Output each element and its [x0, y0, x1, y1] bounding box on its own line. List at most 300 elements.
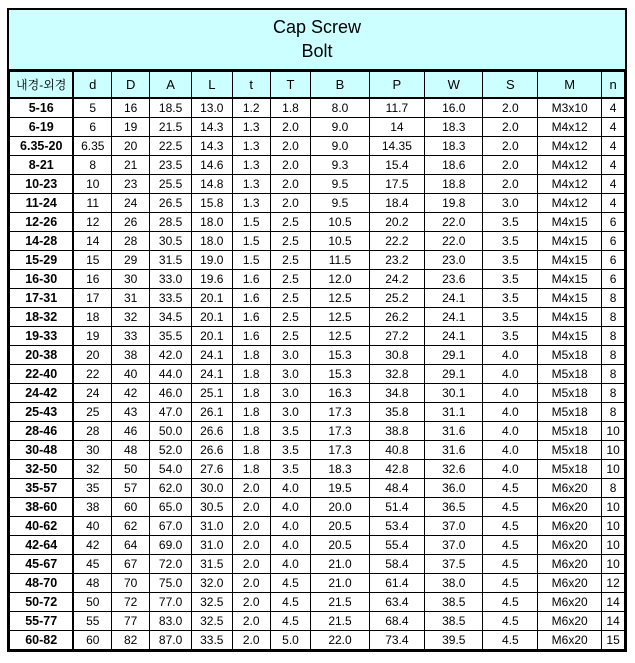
- cell: 72.0: [150, 555, 192, 574]
- column-header-W: W: [425, 72, 483, 99]
- cell: 12.5: [311, 327, 369, 346]
- cell: 22.5: [150, 137, 192, 156]
- cell: 25.5: [150, 175, 192, 194]
- cell: 2.0: [483, 137, 538, 156]
- cell: 32: [112, 308, 150, 327]
- cell: 48: [73, 574, 111, 593]
- cell: 38.5: [425, 593, 483, 612]
- cell: 40: [112, 365, 150, 384]
- cell: 21: [112, 156, 150, 175]
- cell: 18.4: [369, 194, 424, 213]
- cell: 25.1: [192, 384, 233, 403]
- cell: 10: [602, 517, 625, 536]
- cell: 18.0: [192, 232, 233, 251]
- cell: 1.8: [232, 403, 270, 422]
- cell: 17.5: [369, 175, 424, 194]
- cell: 82: [112, 631, 150, 650]
- cell: 1.8: [232, 422, 270, 441]
- cell: 37.0: [425, 517, 483, 536]
- cell: 32.6: [425, 460, 483, 479]
- cell: 9.5: [311, 175, 369, 194]
- cell: 1.5: [232, 251, 270, 270]
- row-label: 12-26: [10, 213, 74, 232]
- cell: 1.8: [232, 441, 270, 460]
- cell: 31.6: [425, 422, 483, 441]
- cell: 2.0: [232, 631, 270, 650]
- cell: 69.0: [150, 536, 192, 555]
- cell: 17.3: [311, 422, 369, 441]
- cell: 18.0: [192, 213, 233, 232]
- cell: 16: [73, 270, 111, 289]
- cell: 61.4: [369, 574, 424, 593]
- cell: 15.3: [311, 346, 369, 365]
- cell: 2.0: [232, 612, 270, 631]
- cell: 48.4: [369, 479, 424, 498]
- cell: 67.0: [150, 517, 192, 536]
- table-row: [10, 270, 625, 289]
- cell: 24.1: [192, 346, 233, 365]
- cell: 14.3: [192, 137, 233, 156]
- table-row: [10, 327, 625, 346]
- table-row: [10, 574, 625, 593]
- cell: 22.0: [425, 232, 483, 251]
- cell: 13.0: [192, 98, 233, 118]
- row-label: 32-50: [10, 460, 74, 479]
- cell: 1.3: [232, 194, 270, 213]
- cell: 40.8: [369, 441, 424, 460]
- column-header-d: d: [73, 72, 111, 99]
- cell: M4x12: [538, 118, 602, 137]
- cell: 30: [73, 441, 111, 460]
- cell: 20: [112, 137, 150, 156]
- cell: 10.5: [311, 232, 369, 251]
- row-label: 5-16: [10, 98, 74, 118]
- cell: 32.5: [192, 612, 233, 631]
- cell: 30: [112, 270, 150, 289]
- cell: 30.1: [425, 384, 483, 403]
- cell: 12: [73, 213, 111, 232]
- cell: 4: [602, 118, 625, 137]
- header-row: [10, 72, 625, 99]
- cell: 30.0: [192, 479, 233, 498]
- cell: 26: [112, 213, 150, 232]
- cell: 8: [602, 479, 625, 498]
- cell: 3.5: [483, 308, 538, 327]
- cell: 22.2: [369, 232, 424, 251]
- table-row: [10, 612, 625, 631]
- cell: 48: [112, 441, 150, 460]
- cell: 11.5: [311, 251, 369, 270]
- cell: 4.5: [270, 593, 311, 612]
- cell: 4.5: [483, 517, 538, 536]
- cell: 38.8: [369, 422, 424, 441]
- cell: 4.0: [483, 460, 538, 479]
- cell: 20.5: [311, 536, 369, 555]
- cell: 2.0: [232, 574, 270, 593]
- column-header-D: D: [112, 72, 150, 99]
- cell: M5x18: [538, 441, 602, 460]
- cap-screw-bolt-spec-table: [7, 8, 627, 652]
- cell: 12.5: [311, 308, 369, 327]
- cell: M6x20: [538, 555, 602, 574]
- cell: 8: [602, 346, 625, 365]
- cell: 14: [602, 612, 625, 631]
- cell: 4.0: [483, 346, 538, 365]
- cell: 33.5: [192, 631, 233, 650]
- cell: 21.5: [311, 612, 369, 631]
- cell: 27.2: [369, 327, 424, 346]
- cell: 9.3: [311, 156, 369, 175]
- table-row: [10, 232, 625, 251]
- cell: 62: [112, 517, 150, 536]
- cell: 1.2: [232, 98, 270, 118]
- cell: 21.5: [311, 593, 369, 612]
- cell: 11: [73, 194, 111, 213]
- column-header-L: L: [192, 72, 233, 99]
- cell: 67: [112, 555, 150, 574]
- cell: 62.0: [150, 479, 192, 498]
- cell: 30.5: [150, 232, 192, 251]
- cell: 2.0: [270, 194, 311, 213]
- row-label: 15-29: [10, 251, 74, 270]
- cell: 23.6: [425, 270, 483, 289]
- cell: 1.3: [232, 156, 270, 175]
- cell: 4.5: [483, 498, 538, 517]
- cell: 2.0: [483, 156, 538, 175]
- cell: 1.8: [232, 346, 270, 365]
- cell: 19.5: [311, 479, 369, 498]
- cell: 4.5: [270, 612, 311, 631]
- cell: 15.4: [369, 156, 424, 175]
- cell: 38.0: [425, 574, 483, 593]
- cell: 65.0: [150, 498, 192, 517]
- cell: 1.5: [232, 213, 270, 232]
- cell: 33: [112, 327, 150, 346]
- cell: 20.1: [192, 308, 233, 327]
- row-label: 16-30: [10, 270, 74, 289]
- cell: 21.0: [311, 555, 369, 574]
- cell: 3.5: [270, 422, 311, 441]
- table-row: [10, 175, 625, 194]
- cell: 4.5: [483, 536, 538, 555]
- cell: 20.5: [311, 517, 369, 536]
- cell: 73.4: [369, 631, 424, 650]
- cell: 1.8: [270, 98, 311, 118]
- cell: 4.5: [483, 593, 538, 612]
- row-label: 40-62: [10, 517, 74, 536]
- cell: 24.1: [425, 327, 483, 346]
- cell: 22.0: [311, 631, 369, 650]
- table-row: [10, 517, 625, 536]
- table-row: [10, 498, 625, 517]
- cell: 4: [602, 137, 625, 156]
- cell: 2.5: [270, 308, 311, 327]
- cell: 1.3: [232, 175, 270, 194]
- cell: 18.3: [425, 137, 483, 156]
- cell: 21.5: [150, 118, 192, 137]
- cell: M6x20: [538, 593, 602, 612]
- cell: 38: [112, 346, 150, 365]
- cell: M6x20: [538, 536, 602, 555]
- cell: 35.5: [150, 327, 192, 346]
- cell: 4.0: [483, 441, 538, 460]
- cell: M6x20: [538, 479, 602, 498]
- cell: 3.0: [270, 346, 311, 365]
- cell: 1.8: [232, 365, 270, 384]
- cell: 10: [602, 536, 625, 555]
- cell: 75.0: [150, 574, 192, 593]
- cell: M6x20: [538, 517, 602, 536]
- cell: M6x20: [538, 498, 602, 517]
- cell: M4x15: [538, 232, 602, 251]
- cell: 15.3: [311, 365, 369, 384]
- cell: 24.1: [192, 365, 233, 384]
- cell: 34.5: [150, 308, 192, 327]
- cell: 33.0: [150, 270, 192, 289]
- cell: 4.0: [483, 403, 538, 422]
- cell: 26.2: [369, 308, 424, 327]
- table-row: [10, 460, 625, 479]
- cell: 14.35: [369, 137, 424, 156]
- cell: 36.0: [425, 479, 483, 498]
- cell: 24.1: [425, 308, 483, 327]
- cell: 4.5: [270, 574, 311, 593]
- column-header-n: n: [602, 72, 625, 99]
- cell: 14.8: [192, 175, 233, 194]
- cell: 32.0: [192, 574, 233, 593]
- cell: 32.8: [369, 365, 424, 384]
- cell: 45: [73, 555, 111, 574]
- cell: 1.6: [232, 270, 270, 289]
- cell: 4: [602, 98, 625, 118]
- cell: M3x10: [538, 98, 602, 118]
- cell: 53.4: [369, 517, 424, 536]
- cell: 3.0: [270, 384, 311, 403]
- cell: 4.0: [270, 517, 311, 536]
- cell: M4x15: [538, 251, 602, 270]
- row-label: 6-19: [10, 118, 74, 137]
- cell: M5x18: [538, 422, 602, 441]
- cell: 8: [602, 308, 625, 327]
- cell: 4: [602, 175, 625, 194]
- cell: 52.0: [150, 441, 192, 460]
- cell: 50: [112, 460, 150, 479]
- cell: 6: [73, 118, 111, 137]
- cell: 14.6: [192, 156, 233, 175]
- table-row: [10, 593, 625, 612]
- table-row: [10, 384, 625, 403]
- column-header-B: B: [311, 72, 369, 99]
- row-label: 38-60: [10, 498, 74, 517]
- cell: 77: [112, 612, 150, 631]
- cell: 28: [73, 422, 111, 441]
- cell: 8: [602, 365, 625, 384]
- table-row: [10, 194, 625, 213]
- table-body: [10, 98, 625, 650]
- cell: 47.0: [150, 403, 192, 422]
- cell: 22: [73, 365, 111, 384]
- row-label: 25-43: [10, 403, 74, 422]
- table-row: [10, 98, 625, 118]
- cell: M4x15: [538, 308, 602, 327]
- cell: 10: [602, 460, 625, 479]
- cell: 31.5: [150, 251, 192, 270]
- cell: 42: [73, 536, 111, 555]
- cell: 42.0: [150, 346, 192, 365]
- cell: 1.3: [232, 137, 270, 156]
- cell: 18.6: [425, 156, 483, 175]
- cell: 12.5: [311, 289, 369, 308]
- cell: 2.5: [270, 213, 311, 232]
- cell: 16.3: [311, 384, 369, 403]
- row-label: 6.35-20: [10, 137, 74, 156]
- cell: 60: [73, 631, 111, 650]
- cell: 30.5: [192, 498, 233, 517]
- cell: 17.3: [311, 403, 369, 422]
- cell: 18.3: [425, 118, 483, 137]
- row-label: 14-28: [10, 232, 74, 251]
- cell: 26.6: [192, 441, 233, 460]
- cell: 4.5: [483, 479, 538, 498]
- cell: 2.0: [270, 118, 311, 137]
- cell: 15.8: [192, 194, 233, 213]
- cell: 4.0: [483, 422, 538, 441]
- cell: 3.5: [483, 251, 538, 270]
- cell: 26.1: [192, 403, 233, 422]
- cell: 2.0: [270, 137, 311, 156]
- cell: 31: [112, 289, 150, 308]
- cell: 70: [112, 574, 150, 593]
- table-row: [10, 631, 625, 650]
- cell: 25.2: [369, 289, 424, 308]
- cell: M5x18: [538, 460, 602, 479]
- cell: 4.0: [270, 555, 311, 574]
- cell: 2.0: [232, 536, 270, 555]
- cell: 2.0: [270, 156, 311, 175]
- table-row: [10, 156, 625, 175]
- cell: 6: [602, 213, 625, 232]
- cell: 18.8: [425, 175, 483, 194]
- cell: 60: [112, 498, 150, 517]
- cell: 20.2: [369, 213, 424, 232]
- cell: 29.1: [425, 365, 483, 384]
- cell: 4: [602, 156, 625, 175]
- cell: 4.5: [483, 612, 538, 631]
- row-label: 22-40: [10, 365, 74, 384]
- cell: M6x20: [538, 574, 602, 593]
- column-header-size-range: 내경-외경: [10, 72, 74, 99]
- cell: 23.2: [369, 251, 424, 270]
- title-line-2: Bolt: [301, 41, 333, 61]
- row-label: 24-42: [10, 384, 74, 403]
- cell: 20: [73, 346, 111, 365]
- column-header-T: T: [270, 72, 311, 99]
- row-label: 20-38: [10, 346, 74, 365]
- cell: 3.5: [483, 232, 538, 251]
- cell: 4.0: [483, 384, 538, 403]
- cell: 31.0: [192, 536, 233, 555]
- cell: 54.0: [150, 460, 192, 479]
- cell: 10: [602, 555, 625, 574]
- cell: 8: [602, 403, 625, 422]
- cell: 68.4: [369, 612, 424, 631]
- table-row: [10, 479, 625, 498]
- cell: 2.5: [270, 251, 311, 270]
- column-header-S: S: [483, 72, 538, 99]
- cell: 1.3: [232, 118, 270, 137]
- cell: 23.5: [150, 156, 192, 175]
- row-label: 11-24: [10, 194, 74, 213]
- cell: M4x12: [538, 156, 602, 175]
- cell: 35.8: [369, 403, 424, 422]
- cell: M4x15: [538, 289, 602, 308]
- cell: M4x12: [538, 175, 602, 194]
- cell: 9.0: [311, 118, 369, 137]
- cell: 1.6: [232, 289, 270, 308]
- cell: 10: [602, 498, 625, 517]
- cell: 21.0: [311, 574, 369, 593]
- cell: 14: [73, 232, 111, 251]
- table-row: [10, 365, 625, 384]
- table-row: [10, 137, 625, 156]
- cell: 3.5: [483, 327, 538, 346]
- cell: 3.0: [270, 403, 311, 422]
- cell: 10: [602, 441, 625, 460]
- cell: 10: [73, 175, 111, 194]
- row-label: 35-57: [10, 479, 74, 498]
- cell: 2.5: [270, 327, 311, 346]
- cell: 30.8: [369, 346, 424, 365]
- cell: 10.5: [311, 213, 369, 232]
- cell: 12.0: [311, 270, 369, 289]
- cell: 2.0: [270, 175, 311, 194]
- cell: 2.0: [232, 555, 270, 574]
- cell: 14: [369, 118, 424, 137]
- cell: 6: [602, 232, 625, 251]
- cell: 15: [73, 251, 111, 270]
- cell: 29.1: [425, 346, 483, 365]
- cell: 2.0: [232, 498, 270, 517]
- cell: M5x18: [538, 384, 602, 403]
- cell: 8: [602, 327, 625, 346]
- row-label: 8-21: [10, 156, 74, 175]
- cell: 12: [602, 574, 625, 593]
- cell: 20.1: [192, 327, 233, 346]
- cell: 83.0: [150, 612, 192, 631]
- cell: 26.6: [192, 422, 233, 441]
- cell: 42: [112, 384, 150, 403]
- cell: M4x15: [538, 327, 602, 346]
- cell: 10: [602, 422, 625, 441]
- table-title: [9, 10, 625, 71]
- cell: 15: [602, 631, 625, 650]
- table-row: [10, 289, 625, 308]
- cell: 17.3: [311, 441, 369, 460]
- cell: 11.7: [369, 98, 424, 118]
- cell: 57: [112, 479, 150, 498]
- cell: 31.5: [192, 555, 233, 574]
- cell: 37.5: [425, 555, 483, 574]
- cell: 46.0: [150, 384, 192, 403]
- row-label: 19-33: [10, 327, 74, 346]
- cell: 23.0: [425, 251, 483, 270]
- cell: 25: [73, 403, 111, 422]
- cell: 19.0: [192, 251, 233, 270]
- cell: 50: [73, 593, 111, 612]
- row-label: 10-23: [10, 175, 74, 194]
- cell: 24.2: [369, 270, 424, 289]
- row-label: 42-64: [10, 536, 74, 555]
